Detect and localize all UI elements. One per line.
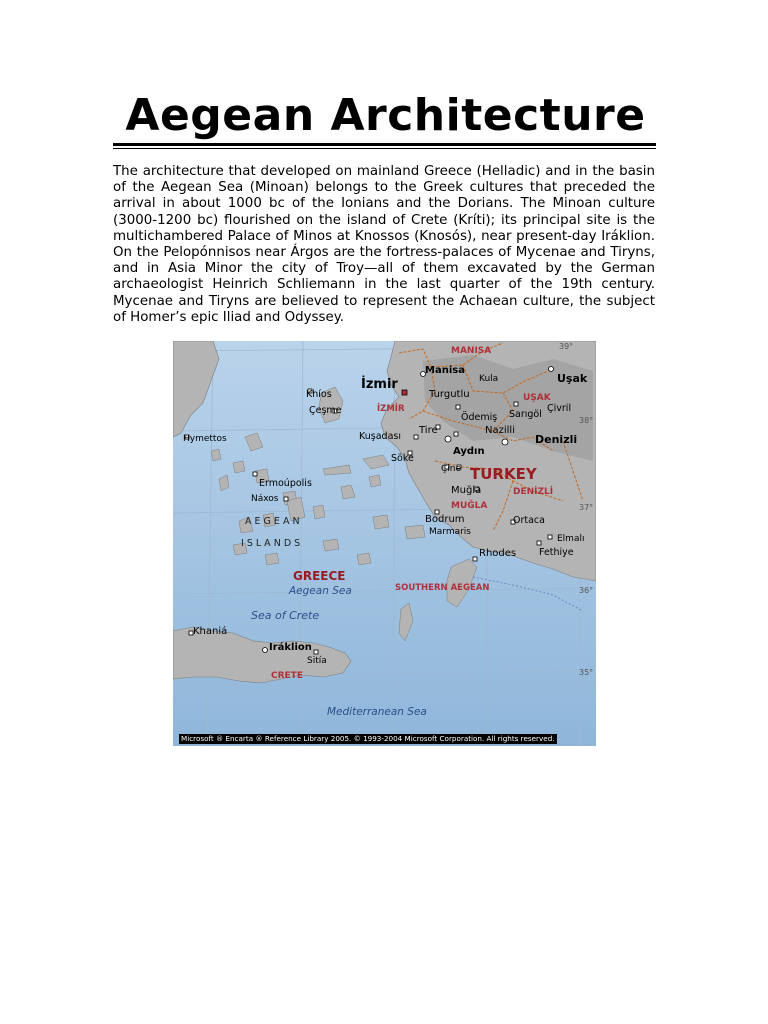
label-lat-38: 38° <box>579 416 594 425</box>
label-lat-35: 35° <box>579 668 594 677</box>
label-manisa: Manisa <box>425 365 465 376</box>
map-graphic <box>173 341 596 746</box>
label-cine: Çine <box>441 464 462 474</box>
page-title: Aegean Architecture <box>125 90 646 141</box>
label-usak-region: UŞAK <box>523 393 551 403</box>
label-mediterranean: Mediterranean Sea <box>327 706 427 718</box>
label-nazilli: Nazilli <box>485 425 515 436</box>
label-manisa-region: MANISA <box>451 346 492 356</box>
map-credit: Microsoft ® Encarta ® Reference Library 2005. © 1993-2004 Microsoft Corporation. All rights reserved. <box>181 734 555 743</box>
label-southern-aegean: SOUTHERN AEGEAN <box>395 583 490 593</box>
label-kula: Kula <box>479 374 499 384</box>
aegean-map <box>173 341 596 746</box>
label-cesme: Çeşme <box>309 405 342 416</box>
label-civril: Çivril <box>547 403 572 414</box>
label-odemis: Ödemiş <box>461 412 498 423</box>
label-elmali: Elmalı <box>557 534 585 544</box>
label-rhodes: Rhodes <box>479 548 517 559</box>
label-sarigol: Sarıgöl <box>509 409 542 420</box>
label-turkey: TURKEY <box>470 465 537 483</box>
label-ermoupolis: Ermoúpolis <box>259 478 312 489</box>
label-khios: Khíos <box>306 389 332 400</box>
label-soke: Söke <box>391 453 414 464</box>
label-turgutlu: Turgutlu <box>429 389 470 400</box>
label-sea-of-crete: Sea of Crete <box>251 609 320 622</box>
title-rule-thin <box>113 148 656 149</box>
label-usak: Uşak <box>557 372 588 385</box>
label-aegean-islands-2: I S L A N D S <box>241 538 301 549</box>
label-aegean-islands-1: A E G E A N <box>245 516 300 527</box>
label-iraklion: Iráklion <box>269 642 312 653</box>
label-hymettos: Hymettos <box>183 434 227 444</box>
label-denizli: Denizli <box>535 433 578 446</box>
label-lat-36: 36° <box>579 586 594 595</box>
label-greece: GREECE <box>293 569 346 583</box>
label-kusadasi: Kuşadası <box>359 431 401 442</box>
label-aegean-sea: Aegean Sea <box>289 585 352 597</box>
label-denizli-region: DENİZLİ <box>513 487 554 497</box>
label-lat-39: 39° <box>559 342 574 351</box>
label-mugla: Muğla <box>451 485 482 496</box>
label-fethiye: Fethiye <box>539 547 574 558</box>
label-crete-region: CRETE <box>271 671 303 681</box>
label-tire: Tire <box>419 425 438 436</box>
label-bodrum: Bodrum <box>425 514 465 525</box>
label-naxos: Náxos <box>251 494 279 504</box>
label-marmaris: Marmaris <box>429 527 471 537</box>
body-paragraph: The architecture that developed on mainland Greece (Helladic) and in the basin of the Aegean Sea (Minoan) belongs to the Greek cultures that preceded the arrival in about 1000 bc of the Ionians and the Dorians. The Minoan culture (3000-1200 bc) flourished on the island of Crete (Kríti); its principal site is the multichambered Palace of Minos at Knossos (Knosós), near present-day Iráklion. On the Pelopónnisos near Árgos are the fortress-palaces of Mycenae and Tiryns, and in Asia Minor the city of Troy—all of them excavated by the German archaeologist Heinrich Schliemann in the last quarter of the 19th century. Mycenae and Tiryns are believed to represent the Achaean culture, the subject of Homer’s epic Iliad and Odyssey. <box>113 164 655 325</box>
label-aydin: Aydın <box>453 446 485 457</box>
title-rule-thick <box>113 143 656 146</box>
label-lat-37: 37° <box>579 503 594 512</box>
label-izmir: İzmir <box>361 377 398 392</box>
label-khania: Khaniá <box>193 626 228 637</box>
label-ortaca: Ortaca <box>513 515 545 526</box>
label-mugla-region: MUĞLA <box>451 501 488 511</box>
label-sitia: Sitía <box>307 656 327 666</box>
label-izmir-region: İZMİR <box>377 404 405 414</box>
